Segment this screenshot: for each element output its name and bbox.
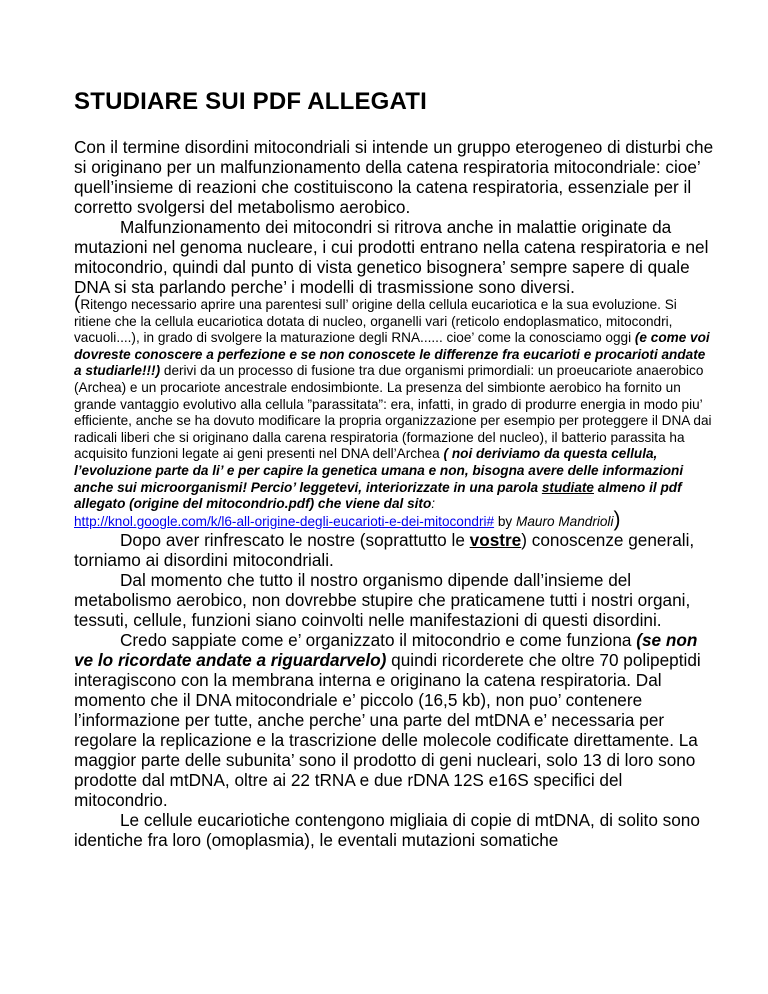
paragraph-nuclear-genome: Malfunzionamento dei mitocondri si ritrova anche in malattie originate da mutazioni nel genoma nucleare, i cui prodotti entrano nella catena respiratoria e nel mitocondrio, quindi dal punto di vista genetico bisognera’ sempre sapere di quale DNA si sta parlando perche’ i modelli di trasmissione sono diversi. (74, 217, 709, 297)
paragraph-refresh (74, 530, 714, 570)
aside-text-1: Ritengo necessario aprire una parentesi sull’ origine della cellula eucariotica e la sua evoluzione. Si ritiene che la cellula eucariotica dotata di nucleo, organelli vari (reticolo endoplasmatico, mitocondri, vacuoli....), in grado di svolgere la maturazione degli RNA...... cioe’ come la conosciamo oggi (74, 297, 677, 346)
p5-text-b: (se non ve lo ricordate andate a riguardarvelo) (74, 630, 698, 671)
p3-text-a: Dopo aver rinfrescato le nostre (soprattutto le (120, 530, 470, 551)
p3-text-c: ) conoscenze generali, torniamo ai disordini mitocondriali. (74, 530, 695, 571)
p3-text-vostre: vostre (469, 530, 522, 551)
paragraph-metabolism: Dal momento che tutto il nostro organismo dipende dall’insieme del metabolismo aerobico, non dovrebbe stupire che praticamene tutti i nostri organi, tessuti, cellule, funzioni siano coinvolti nelle manifestazioni di questi disordini. (74, 570, 691, 631)
paragraph-mitochondrion (74, 630, 714, 810)
paragraph-intro: Con il termine disordini mitocondriali si intende un gruppo eterogeneo di disturbi che si originano per un malfunzionamento della catena respiratoria mitocondriale: cioe’ quell’insieme di reazioni che costituiscono la catena respiratoria, essenziale per il corretto svolgersi del metabolismo aerobico. (74, 137, 714, 217)
page-title: STUDIARE SUI PDF ALLEGATI (74, 88, 427, 115)
aside-author: Mauro Mandrioli (516, 513, 614, 529)
aside-colon: : (431, 496, 436, 512)
p5-text-c: quindi ricorderete che oltre 70 polipeptidi interagiscono con la membrana interna e originano la catena respiratoria. Dal momento che il DNA mitocondriale e’ piccolo (16,5 kb), non puo’ contenere l’informazione per tutte, anche perche’ una parte del mtDNA e’ necessaria per regolare la replicazione e la trascrizione delle molecole codificate direttamente. La maggior parte delle subunita’ sono il prodotto di geni nucleari, solo 13 di loro sono prodotte dal mtDNA, oltre ai 22 tRNA e due rDNA 12S e16S specifici del mitocondrio. (74, 650, 701, 811)
aside-eukaryote-origin (74, 293, 714, 531)
source-link[interactable]: http://knol.google.com/k/l6-all-origine-degli-eucarioti-e-dei-mitocondri# (74, 513, 495, 529)
aside-text-studiate: studiate (541, 479, 594, 495)
p5-text-a: Credo sappiate come e’ organizzato il mitocondrio e come funziona (120, 630, 637, 651)
paragraph-mtdna-copies: Le cellule eucariotiche contengono migliaia di copie di mtDNA, di solito sono identiche fra loro (omoplasmia), le eventali mutazioni somatiche (74, 810, 700, 851)
aside-text-6: almeno il pdf allegato (origine del mitocondrio.pdf) che viene dal sito (74, 479, 682, 512)
aside-close-paren: ) (613, 507, 621, 531)
aside-text-2: (e come voi dovreste conoscere a perfezione e se non conoscete le differenze fra eucarioti e procarioti andate a studiarle!!!) (74, 330, 710, 379)
aside-by: by (494, 513, 517, 529)
aside-text-3: derivi da un processo di fusione tra due organismi primordiali: un proeucariote anaerobico (Archea) e un procariote ancestrale endosimbionte. La presenza del simbionte aerobico ha fornito un grande vantaggio evolutivo alla cellula ”parassitata”: era, infatti, in grado di produrre energia in modo piu’ efficiente, anche se ha dovuto modificare la propria organizzazione per esempio per proteggere il DNA dai radicali liberi che si originano dalla carena respiratoria (formazione del nucleo), il batterio parassita ha acquisito funzioni legate ai geni presenti nel DNA dell’Archea (74, 363, 712, 462)
aside-text-4: ( noi deriviamo da questa cellula, l’evoluzione parte da li’ e per capire la genetica umana e non, bisogna avere delle informazioni anche sui microorganismi! Percio’ leggetevi, interiorizzate in una parola (74, 446, 684, 495)
aside-open-paren: ( (74, 293, 81, 314)
document-body (74, 137, 714, 850)
